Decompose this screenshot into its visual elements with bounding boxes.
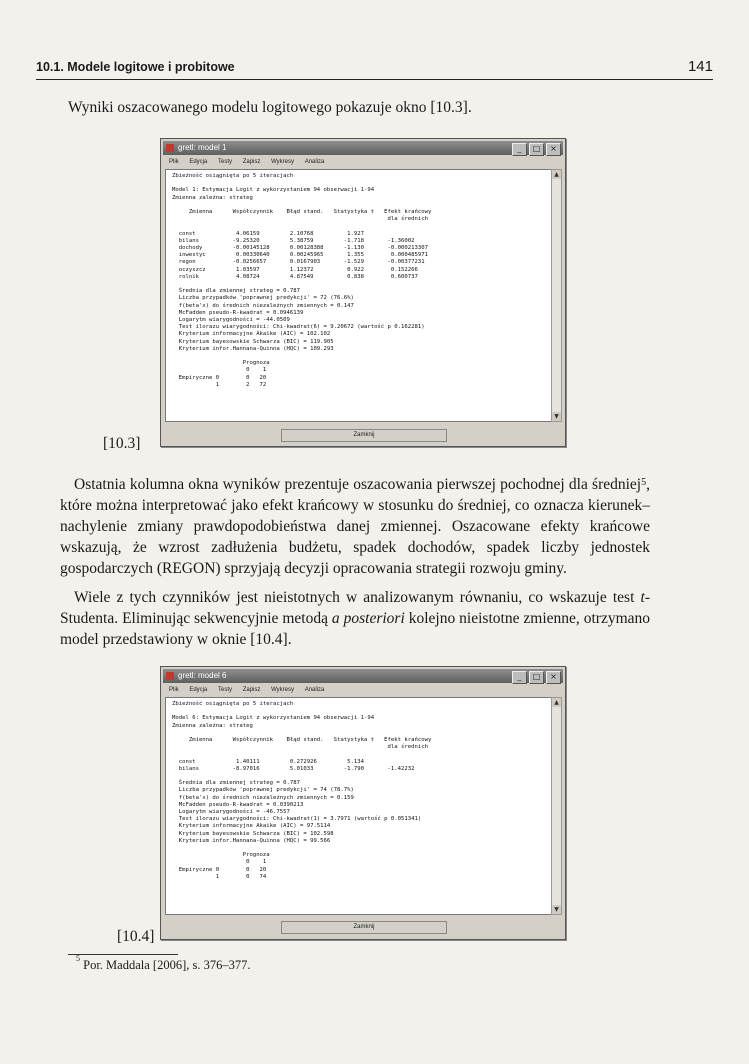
italic-term: a posteriori: [331, 610, 405, 627]
scroll-down-icon[interactable]: ▼: [552, 412, 561, 421]
paragraph-text: kolejno nieistotne zmienne, otrzymano model przedstawiony w oknie [10.4].: [60, 610, 651, 648]
minimize-icon[interactable]: _: [512, 671, 527, 684]
footnote-text: Por. Maddala [2006], s. 376–377.: [83, 958, 251, 973]
paragraph-text: Ostatnia kolumna okna wyników prezentuje oszacowania pierwszej pochodnej dla średniej: [74, 476, 642, 493]
window-titlebar[interactable]: [163, 141, 563, 155]
gretl-model-1-window[interactable]: [160, 138, 566, 447]
menu-plik[interactable]: Plik: [169, 687, 179, 693]
menu-plik[interactable]: Plik: [169, 159, 179, 165]
close-button[interactable]: Zamknij: [281, 429, 447, 442]
menu-analiza[interactable]: Analiza: [304, 159, 325, 165]
menu-testy[interactable]: Testy: [218, 687, 233, 693]
model-output-panel: [165, 697, 552, 915]
gretl-app-icon: [166, 672, 174, 680]
model-output-text: Zbieżność osiągnięta po 5 iteracjach Model 6: Estymacja Logit z wykorzystaniem 94 obserwacji 1-94 Zmienna zależna: strateg Zmienna Współczynnik Błąd stand. Statystyka t Efekt krańcowy dla średnich const 1.40111 0.272926 5.134 bilans -8.97016 5.01033 -1.790 -1.42232 Średnia dla zmiennej strateg = 0.787 Liczba przypadków 'poprawnej predykcji' = 74 (78.7%) f(beta'x) do średnich niezależnych zmiennych = 0.159 McFadden pseudo-R-kwadrat = 0.0390213 Logarytm wiarygodności = -46.7557 Test ilorazu wiarygodności: Chi-kwadrat(1) = 3.7971 (wartość p 0.051341) Kryterium informacyjne Akaike (AIC) = 97.5114 Kryterium bayesowskie Schwarza (BIC) = 102.598 Kryterium infor.Hannana-Quinna (HQC) = 99.566 Prognoza 0 1 Empiryczne 0 0 20 1 0 74: [172, 701, 432, 880]
maximize-icon[interactable]: □: [529, 671, 544, 684]
scroll-up-icon[interactable]: ▲: [552, 170, 561, 179]
paragraph: [60, 474, 650, 579]
menu-zapisz[interactable]: Zapisz: [242, 687, 261, 693]
window-titlebar[interactable]: [163, 669, 563, 683]
paragraph-text: -Studenta. Eliminując sekwencyjnie metodą: [60, 589, 650, 627]
paragraph-text: , które można interpretować jako efekt krańcowy w stosunku do średniej, co oznacza kierunek–nachylenie zmiany prawdopodobieństwa danej zmiennej. Oszacowane efekty krańcowe wskazują, że wzrost zadłużenia budżetu, spadek dochodów, spadek liczby jednostek gospodarczych (REGON) sprzyjają decyzji opracowania strategii rozwoju gminy.: [60, 476, 650, 577]
window-title: gretl: model 6: [178, 671, 227, 680]
scroll-down-icon[interactable]: ▼: [552, 905, 561, 914]
vertical-scrollbar[interactable]: [551, 697, 562, 915]
close-icon[interactable]: ×: [546, 671, 561, 684]
maximize-icon[interactable]: □: [529, 143, 544, 156]
page-number: 141: [687, 58, 713, 75]
minimize-icon[interactable]: _: [512, 143, 527, 156]
gretl-app-icon: [166, 144, 174, 152]
menu-wykresy[interactable]: Wykresy: [271, 159, 295, 165]
menu-zapisz[interactable]: Zapisz: [242, 159, 261, 165]
window-controls: [510, 142, 561, 154]
menu-analiza[interactable]: Analiza: [304, 687, 325, 693]
close-button[interactable]: Zamknij: [281, 921, 447, 934]
italic-t: t: [640, 589, 645, 606]
header-rule: [36, 79, 713, 80]
intro-paragraph: Wyniki oszacowanego modelu logitowego pokazuje okno [10.3].: [68, 99, 472, 116]
model-output-text: Zbieżność osiągnięta po 5 iteracjach Model 1: Estymacja Logit z wykorzystaniem 94 obserwacji 1-94 Zmienna zależna: strateg Zmienna Współczynnik Błąd stand. Statystyka t Efekt krańcowy dla średnich const 4.06159 2.10768 1.927 bilans -9.25320 5.38759 -1.718 -1.36002 dochody -0.00145128 0.00128388 -1.130 -0.000213307 inwestyc 0.00330640 0.00245965 1.355 0.000485971 regon -0.0256657 0.0167903 -1.529 -0.00377231 oczyszcz 1.03597 1.12372 0.922 0.152266 rolnik 4.08724 4.87549 0.838 0.600737 Średnia dla zmiennej strateg = 0.787 Liczba przypadków 'poprawnej predykcji' = 72 (76.6%) f(beta'x) do średnich niezależnych zmiennych = 0.147 McFadden pseudo-R-kwadrat = 0.0946139 Logarytm wiarygodności = -44.0509 Test ilorazu wiarygodności: Chi-kwadrat(6) = 9.20672 (wartość p 0.162281) Kryterium informacyjne Akaike (AIC) = 102.102 Kryterium bayesowskie Schwarza (BIC) = 119.905 Kryterium infor.Hannana-Quinna (HQC) = 109.293 Prognoza 0 1 Empiryczne 0 0 20 1 2 72: [172, 173, 432, 388]
gretl-model-6-window[interactable]: [160, 666, 566, 940]
vertical-scrollbar[interactable]: [551, 169, 562, 422]
menu-edycja[interactable]: Edycja: [189, 687, 208, 693]
window-controls: [510, 670, 561, 682]
footnote: [76, 954, 251, 973]
footnote-rule: [68, 954, 178, 955]
figure-label: [10.4]: [117, 928, 155, 945]
menu-bar: [164, 685, 562, 696]
scroll-up-icon[interactable]: ▲: [552, 698, 561, 707]
menu-testy[interactable]: Testy: [218, 159, 233, 165]
figure-label: [10.3]: [103, 435, 141, 452]
menu-bar: [164, 157, 562, 168]
menu-edycja[interactable]: Edycja: [189, 159, 208, 165]
running-head: [36, 60, 713, 80]
model-output-panel: [165, 169, 552, 422]
close-icon[interactable]: ×: [546, 143, 561, 156]
footnote-mark: 5: [76, 954, 80, 963]
window-title: gretl: model 1: [178, 143, 227, 152]
footnote-ref[interactable]: 5: [641, 477, 647, 488]
paragraph-text: Wiele z tych czynników jest nieistotnych w analizowanym równaniu, co wskazuje test: [74, 589, 641, 606]
paragraph: [60, 587, 650, 650]
section-title: 10.1. Modele logitowe i probitowe: [36, 60, 235, 74]
menu-wykresy[interactable]: Wykresy: [271, 687, 295, 693]
